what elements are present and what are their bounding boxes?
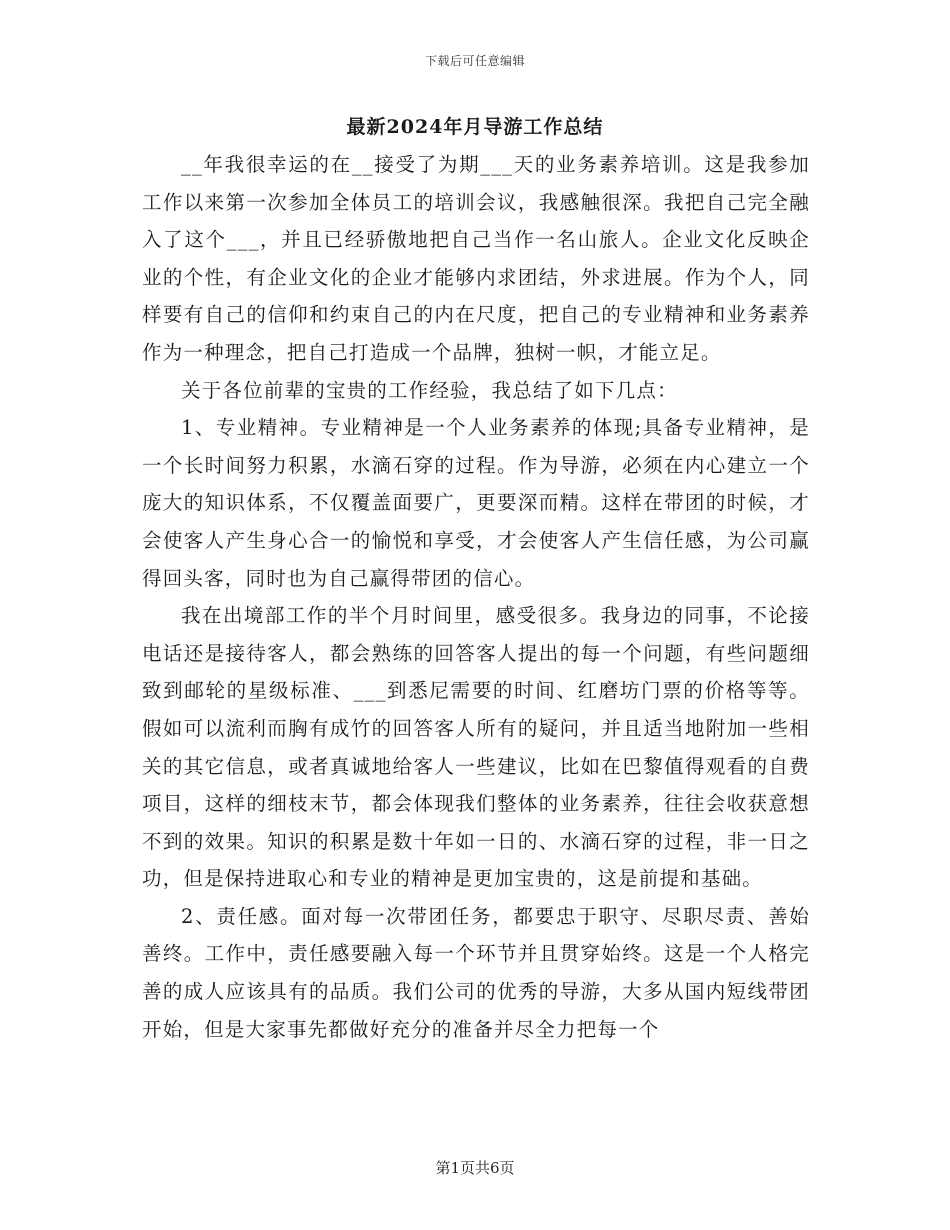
paragraph-outbound-experience: 我在出境部工作的半个月时间里，感受很多。我身边的同事，不论接电话还是接待客人，都会熟练的回答客人提出的每一个问题，有些问题细致到邮轮的星级标准、___到悉尼需要的时间、红磨坊门票的价格等等。假如可以流利而胸有成竹的回答客人所有的疑问，并且适当地附加一些相关的其它信息，或者真诚地给客人一些建议，比如在巴黎值得观看的自费项目，这样的细枝末节，都会体现我们整体的业务素养，往往会收获意想不到的效果。知识的积累是数十年如一日的、水滴石穿的过程，非一日之功，但是保持进取心和专业的精神是更加宝贵的，这是前提和基础。 [142, 604, 810, 891]
page-footer: 第1页共6页 [435, 1159, 515, 1177]
paragraph-responsibility: 2、责任感。面对每一次带团任务，都要忠于职守、尽职尽责、善始善终。工作中，责任感要融入每一个环节并且贯穿始终。这是一个人格完善的成人应该具有的品质。我们公司的优秀的导游，大多从国内短线带团开始，但是大家事先都做好充分的准备并尽全力把每一个 [142, 904, 810, 1041]
document-title: 最新2024年月导游工作总结 [346, 116, 604, 138]
paragraph-intro: __年我很幸运的在__接受了为期___天的业务素养培训。这是我参加工作以来第一次参加全体员工的培训会议，我感触很深。我把自己完全融入了这个___，并且已经骄傲地把自己当作一名山旅人。企业文化反映企业的个性，有企业文化的企业才能够内求团结，外求进展。作为个人，同样要有自己的信仰和约束自己的内在尺度，把自己的专业精神和业务素养作为一种理念，把自己打造成一个品牌，独树一帜，才能立足。 [142, 153, 810, 364]
header-note: 下载后可任意编辑 [424, 54, 525, 68]
paragraph-summary-lead: 关于各位前辈的宝贵的工作经验，我总结了如下几点： [181, 378, 678, 402]
document-body [142, 146, 810, 1048]
paragraph-professional-spirit: 1、专业精神。专业精神是一个人业务素养的体现;具备专业精神，是一个长时间努力积累，水滴石穿的过程。作为导游，必须在内心建立一个庞大的知识体系，不仅覆盖面要广，更要深而精。这样在带团的时候，才会使客人产生身心合一的愉悦和享受，才会使客人产生信任感，为公司赢得回头客，同时也为自己赢得带团的信心。 [142, 416, 810, 590]
